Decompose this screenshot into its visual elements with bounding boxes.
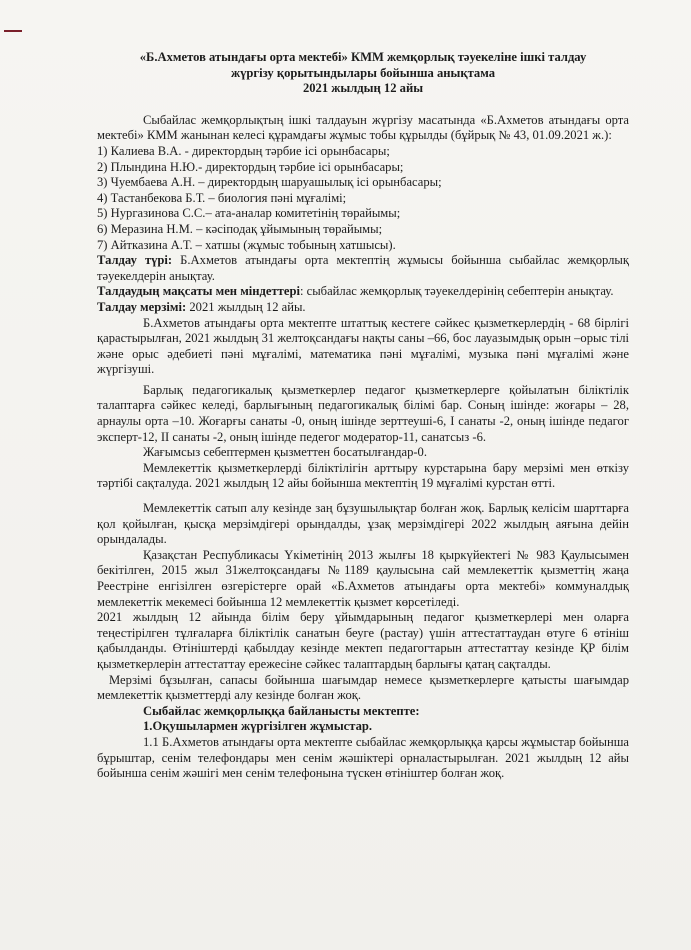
analysis-goal-label: Талдаудың мақсаты мен міндеттері <box>97 284 300 299</box>
corner-pen-mark <box>4 30 22 32</box>
list-item: 2) Плындина Н.Ю.- директордың тәрбие ісі орынбасары; <box>97 159 404 174</box>
services-paragraph: Қазақстан Республикасы Үкіметінің 2013 жылғы 18 қыркүйектегі № 983 Қаулысымен бекітілген, 2015 жыл 31желтоқсандағы №1189 қаулысына сай мемлекеттік қызметтің жаңа Реестріне енгізілген өзгерістерге орай «Б.Ахметов атындағы орта мектебі» коммуналдық мемлекеттік мекемесі бойынша 12 мемлекеттік қызмет көрсетіледі. <box>97 547 629 609</box>
list-item: 6) Меразина Н.М. – кәсіподақ ұйымының төрайымы; <box>97 221 383 236</box>
section-subheading: 1.Оқушылармен жүргізілген жұмыстар. <box>143 719 373 734</box>
intro-paragraph: Сыбайлас жемқорлықтың ішкі талдауын жүргізу масатында «Б.Ахметов атындағы орта мектебі» КММ жанынан келесі құрамдағы жұмыс тобы құрылды (бұйрық № 43, 01.09.2021 ж.): <box>97 112 629 143</box>
title-line-2: жүргізу қорытындылары бойынша анықтама <box>230 65 496 80</box>
list-item: 1) Калиева В.А. - директордың тәрбие ісі орынбасары; <box>97 143 390 158</box>
list-item: 7) Айтказина А.Т. – хатшы (жұмыс тобының хатшысы). <box>97 237 396 252</box>
courses-paragraph: Мемлекеттік қызметкерлерді біліктілігін арттыру курстарына бару мерзімі мен өткізу тәртібі сақталуда. 2021 жылдың 12 айы бойынша мектептің 19 мұғалімі курстан өтті. <box>97 460 629 491</box>
analysis-type <box>97 253 629 284</box>
title-line-1: «Б.Ахметов атындағы орта мектебі» КММ жемқорлық тәуекеліне ішкі талдау <box>139 50 587 64</box>
section-paragraph: 1.1 Б.Ахметов атындағы орта мектепте сыбайлас жемқорлыққа қарсы жұмыстар бойынша бұрыштар, сенім телефондары мен сенім жәшіктері орналастырылған. 2021 жылдың 12 айы бойынша сенім жәшігі мен сенім телефонына түскен өтініштер болған жоқ. <box>97 734 629 781</box>
document-body <box>97 50 629 782</box>
analysis-type-text: Б.Ахметов атындағы орта мектептің жұмысы бойынша сыбайлас жемқорлық тәуекелдерін анықтау. <box>97 253 629 283</box>
list-item: 4) Тастанбекова Б.Т. – биология пәні мұғалімі; <box>97 190 347 205</box>
complaints-paragraph: Мерзімі бұзылған, сапасы бойынша шағымдар немесе қызметкерлерге қатысты шағымдар мемлекеттік қызметтерді алу кезінде болған жоқ. <box>97 672 629 703</box>
attestation-paragraph: 2021 жылдың 12 айында білім беру ұйымдарының педагог қызметкерлері мен оларға теңестірілген тұлғаларға біліктілік санатын беуге (растау) үшін аттестаттаудан өтуге 6 өтініш қабылданды. Өтініштерді қабылдау кезінде мектеп педагогтарын аттестаттау кезінде ҚР білім қызметкерлерін аттестаттау ережесіне сәйкес талаптардың барлығы қатаң сақталды. <box>97 610 629 671</box>
working-group-list <box>97 144 629 253</box>
document-title <box>97 50 629 97</box>
staff-paragraph: Б.Ахметов атындағы орта мектепте штаттық кестеге сәйкес қызметкерлердің - 68 бірлігі қарастырылған, 2021 жылдың 31 желтоқсандағы нақты саны –66, бос лауазымдық орын –орыс тілі және орыс әдебиеті пәні мұғалімі, математика пәні мұғалімі, музыка пәні мұғалімі және жүргізуші. <box>97 315 629 377</box>
analysis-goal-text: : сыбайлас жемқорлық тәуекелдерінің себептерін анықтау. <box>299 284 614 299</box>
procurement-paragraph: Мемлекеттік сатып алу кезінде заң бұзушылықтар болған жоқ. Барлық келісім шарттарға қол қойылған, қысқа мерзімдігері орындалды, ұзақ мерзімдігері 2022 жылдың аяғына дейін орындалады. <box>97 501 629 547</box>
qualification-paragraph: Барлық педагогикалық қызметкерлер педагог қызметкерлерге қойылатын біліктілік талаптарға сәйкес келеді, барлығының педагогикалық білімі бар. Соның ішінде: жоғары – 28, арнаулы орта –10. Жоғарғы санаты -0, оның ішінде зерттеуші-6, I санаты -2, оның ішінде педагог эксперт-12, II санаты -2, оның ішінде педегог модератор-11, санатсыз -6. <box>97 382 629 444</box>
analysis-goal <box>97 284 629 300</box>
title-line-3: 2021 жылдың 12 айы <box>302 81 424 96</box>
list-item: 3) Чуембаева А.Н. – директордың шаруашылық ісі орынбасары; <box>97 175 442 190</box>
list-item: 5) Нургазинова С.С.– ата-аналар комитетінің төрайымы; <box>97 206 401 221</box>
section-heading: Сыбайлас жемқорлыққа байланысты мектепте: <box>143 703 420 718</box>
analysis-type-label: Талдау түрі: <box>97 253 173 268</box>
analysis-period-text: 2021 жылдың 12 айы. <box>186 299 306 314</box>
analysis-period <box>97 300 629 316</box>
dismissed-paragraph: Жағымсыз себептермен қызметтен босатылғандар-0. <box>143 445 428 460</box>
analysis-period-label: Талдау мерзімі: <box>97 299 187 314</box>
